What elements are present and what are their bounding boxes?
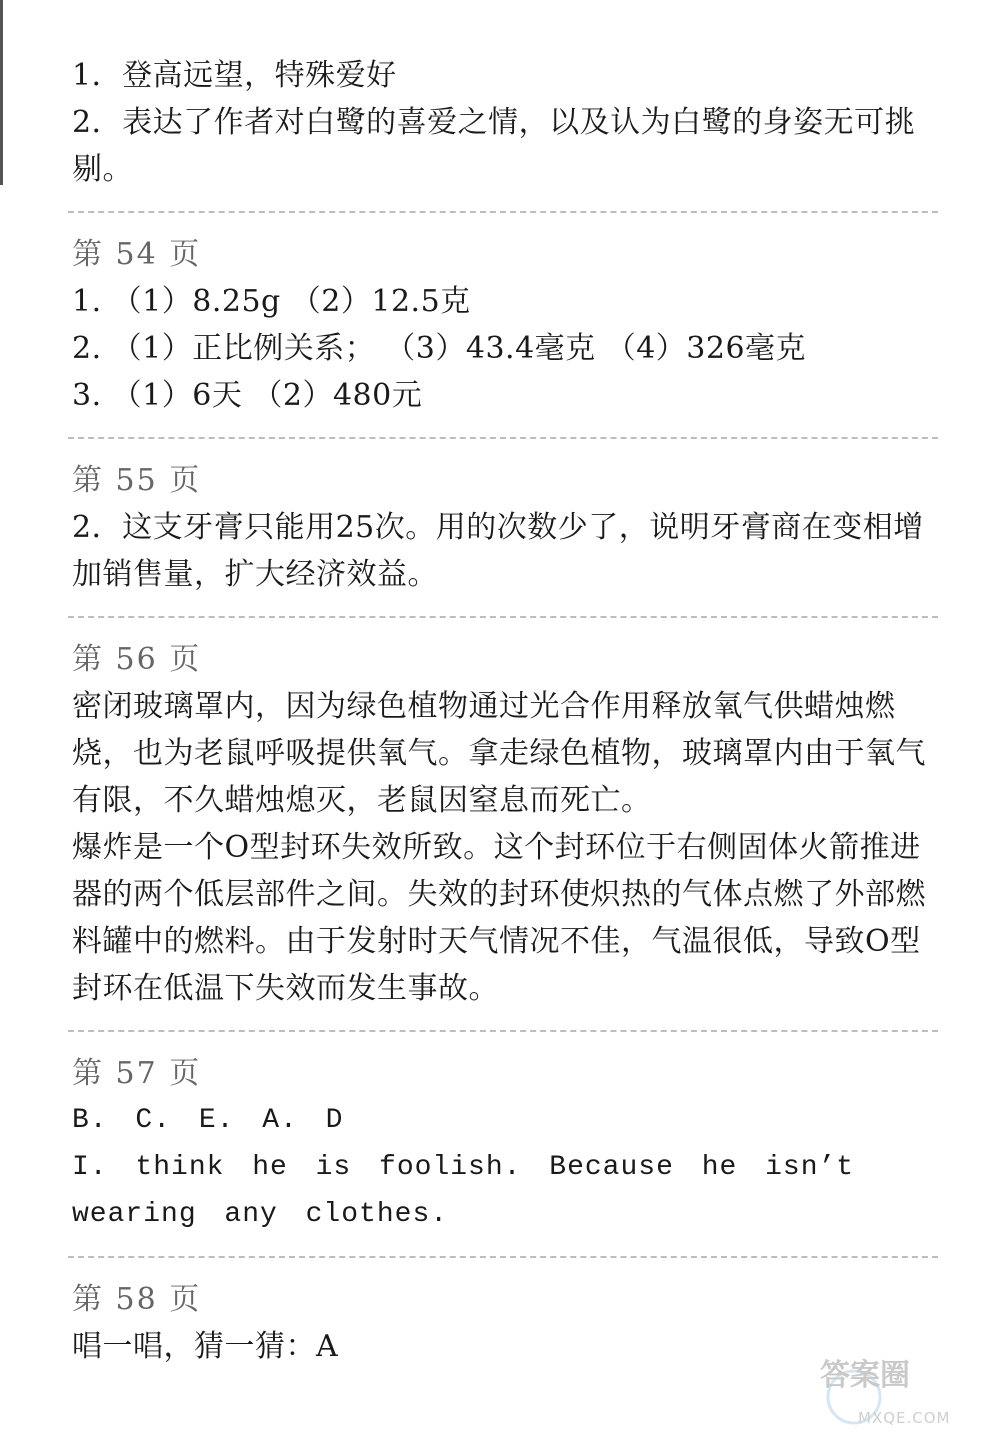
answer-line: I. think he is foolish. Because he isn’t wearing any clothes. — [72, 1152, 855, 1230]
page-heading-56: 第 56 页 — [72, 642, 202, 677]
section-divider — [68, 616, 938, 618]
answer-line: 3. （1）6天 （2）480元 — [72, 378, 423, 413]
answer-line: 2. （1）正比例关系； （3）43.4毫克 （4）326毫克 — [72, 331, 807, 366]
section-divider — [68, 211, 938, 213]
watermark-title: 答案圈 — [820, 1358, 910, 1393]
page-heading-58: 第 58 页 — [72, 1282, 202, 1317]
answer-page — [72, 52, 934, 1370]
page-heading-54: 第 54 页 — [72, 237, 202, 272]
answer-line: 唱一唱，猜一猜：A — [72, 1329, 339, 1364]
answer-line: B. C. E. A. D — [72, 1105, 344, 1136]
answer-paragraph: 爆炸是一个O型封环失效所致。这个封环位于右侧固体火箭推进器的两个低层部件之间。失效的封环使炽热的气体点燃了外部燃料罐中的燃料。由于发射时天气情况不佳，气温很低，导致O型封环在低温下失效而发生事故。 — [72, 830, 926, 1006]
page-heading-57: 第 57 页 — [72, 1056, 202, 1091]
page-edge-rule — [0, 0, 3, 185]
watermark-logo — [792, 1349, 982, 1429]
section-divider — [68, 437, 938, 439]
section-divider — [68, 1030, 938, 1032]
answer-line: 1. （1）8.25g （2）12.5克 — [72, 284, 471, 319]
answer-line: 2．这支牙膏只能用25次。用的次数少了，说明牙膏商在变相增加销售量，扩大经济效益。 — [72, 510, 924, 592]
answer-line: 1．登高远望，特殊爱好 — [72, 58, 397, 93]
section-divider — [68, 1256, 938, 1258]
watermark-url: MXQE.COM — [858, 1409, 951, 1427]
answer-line: 2．表达了作者对白鹭的喜爱之情，以及认为白鹭的身姿无可挑剔。 — [72, 105, 916, 187]
answer-paragraph: 密闭玻璃罩内，因为绿色植物通过光合作用释放氧气供蜡烛燃烧，也为老鼠呼吸提供氧气。拿走绿色植物，玻璃罩内由于氧气有限，不久蜡烛熄灭，老鼠因窒息而死亡。 — [72, 689, 926, 818]
page-heading-55: 第 55 页 — [72, 463, 202, 498]
